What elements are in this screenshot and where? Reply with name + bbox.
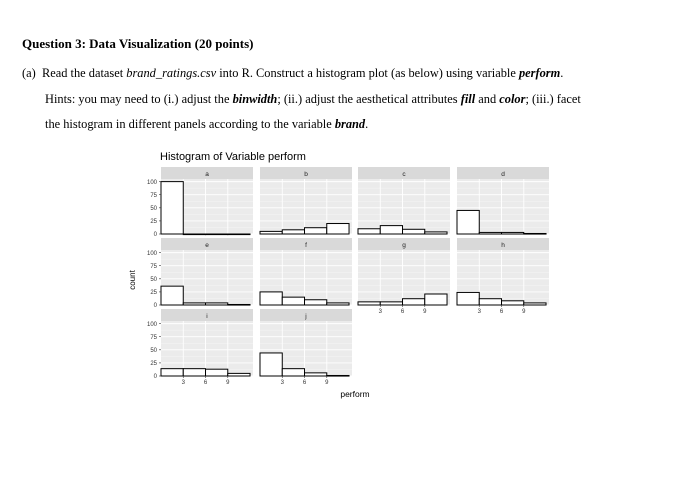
hints-t2: ; (ii.) adjust the aesthetical attributes	[277, 92, 461, 106]
histogram-bar	[282, 297, 304, 305]
hint-fill: fill	[460, 92, 476, 106]
histogram-bar	[206, 303, 228, 305]
histogram-bar	[457, 292, 479, 305]
part-a-text-1: Read the dataset	[41, 66, 127, 80]
facet-panels	[147, 167, 549, 386]
facet-strip-label: h	[501, 242, 505, 249]
histogram-bar	[305, 373, 327, 376]
y-tick-label: 50	[150, 206, 157, 213]
histogram-bar	[502, 232, 524, 234]
x-tick-label: 9	[325, 380, 329, 386]
x-tick-label: 6	[203, 380, 208, 386]
facet-panel-f	[260, 238, 352, 305]
facet-strip-label: a	[205, 171, 209, 178]
chart-title: Histogram of Variable perform	[160, 151, 306, 163]
y-tick-label: 25	[150, 290, 157, 297]
y-tick-label: 75	[150, 192, 157, 199]
y-tick-label: 100	[146, 179, 157, 186]
facet-strip-label: f	[305, 242, 307, 249]
histogram-bar	[305, 228, 327, 234]
x-tick-label: 6	[499, 309, 504, 315]
x-tick-label: 3	[181, 380, 185, 386]
histogram-bar	[282, 230, 304, 234]
x-tick-label: 3	[280, 380, 284, 386]
part-a-text-3: .	[560, 66, 564, 80]
histogram-bar	[260, 353, 282, 376]
histogram-bar	[228, 304, 250, 305]
x-tick-label: 9	[423, 309, 427, 315]
y-tick-label: 100	[146, 321, 157, 328]
histogram-bar	[327, 375, 349, 376]
facet-strip-label: e	[205, 242, 209, 249]
histogram-bar	[282, 369, 304, 376]
question-title: Question 3: Data Visualization (20 points)	[22, 36, 254, 51]
x-tick-label: 6	[302, 380, 307, 386]
histogram-bar	[457, 210, 479, 234]
histogram-bar	[260, 231, 282, 234]
facet-plot-area	[358, 179, 450, 234]
facet-panel-b	[260, 167, 352, 234]
histogram-bar	[502, 301, 524, 305]
facet-strip-label: b	[304, 171, 308, 178]
hints-t6: .	[365, 117, 369, 131]
x-axis-label: perform	[340, 389, 370, 399]
facet-plot-area	[161, 321, 253, 376]
y-tick-label: 75	[150, 263, 157, 270]
y-tick-label: 0	[153, 232, 157, 239]
histogram-bar	[206, 369, 228, 376]
facet-panel-g	[358, 238, 450, 315]
variable-name: perform	[518, 66, 561, 80]
x-tick-label: 6	[400, 309, 405, 315]
facet-panel-e	[147, 238, 253, 309]
histogram-bar	[358, 302, 380, 305]
facet-strip-label: i	[206, 313, 208, 320]
x-tick-label: 3	[477, 309, 481, 315]
y-tick-label: 25	[150, 219, 157, 226]
histogram-bar	[161, 182, 183, 234]
y-tick-label: 25	[150, 361, 157, 368]
histogram-bar	[228, 234, 250, 235]
x-tick-label: 9	[226, 380, 230, 386]
hints-t5: the histogram in different panels according to the variable	[45, 117, 335, 131]
facet-panel-a	[147, 167, 253, 238]
part-a-label: (a)	[22, 66, 36, 80]
histogram-bar	[183, 369, 205, 376]
y-tick-label: 50	[150, 348, 157, 355]
facet-panel-c	[358, 167, 450, 234]
y-axis-label: count	[128, 270, 137, 290]
histogram-bar	[403, 229, 425, 234]
y-tick-label: 75	[150, 334, 157, 341]
histogram-bar	[206, 234, 228, 235]
y-tick-label: 0	[153, 374, 157, 381]
histogram-bar	[305, 300, 327, 305]
hints-t4: ; (iii.) facet	[525, 92, 581, 106]
facet-panel-h	[457, 238, 549, 315]
facet-panel-j	[260, 309, 352, 386]
hints-t1: Hints: you may need to (i.) adjust the	[45, 92, 233, 106]
histogram-bar	[479, 232, 501, 234]
hints-t3: and	[475, 92, 500, 106]
hint-brand: brand	[334, 117, 366, 131]
facet-strip-label: d	[501, 171, 505, 178]
y-tick-label: 100	[146, 250, 157, 257]
histogram-bar	[425, 294, 447, 305]
facet-panel-d	[457, 167, 549, 234]
x-tick-label: 9	[522, 309, 526, 315]
histogram-bar	[327, 224, 349, 234]
histogram-bar	[183, 303, 205, 305]
hint-binwidth: binwidth	[232, 92, 278, 106]
histogram-bar	[524, 233, 546, 234]
y-tick-label: 0	[153, 303, 157, 310]
histogram-bar	[380, 226, 402, 234]
facet-strip-label: g	[402, 242, 406, 249]
dataset-name: brand_ratings.csv	[126, 66, 217, 80]
histogram-bar	[358, 229, 380, 234]
histogram-bar	[479, 299, 501, 305]
x-tick-label: 3	[378, 309, 382, 315]
histogram-bar	[161, 369, 183, 376]
histogram-bar	[403, 299, 425, 305]
histogram-bar	[524, 303, 546, 305]
histogram-bar	[183, 234, 205, 235]
hint-color: color	[499, 92, 526, 106]
histogram-bar	[228, 373, 250, 376]
histogram-bar	[425, 232, 447, 234]
histogram-bar	[380, 302, 402, 305]
histogram-bar	[260, 292, 282, 305]
facet-strip-label: j	[305, 313, 307, 320]
facet-strip-label: c	[402, 171, 406, 178]
facet-panel-i	[147, 309, 253, 386]
histogram-bar	[161, 286, 183, 305]
y-tick-label: 50	[150, 277, 157, 284]
histogram-bar	[327, 303, 349, 305]
part-a-text-2: into R. Construct a histogram plot (as below) using variable	[216, 66, 519, 80]
